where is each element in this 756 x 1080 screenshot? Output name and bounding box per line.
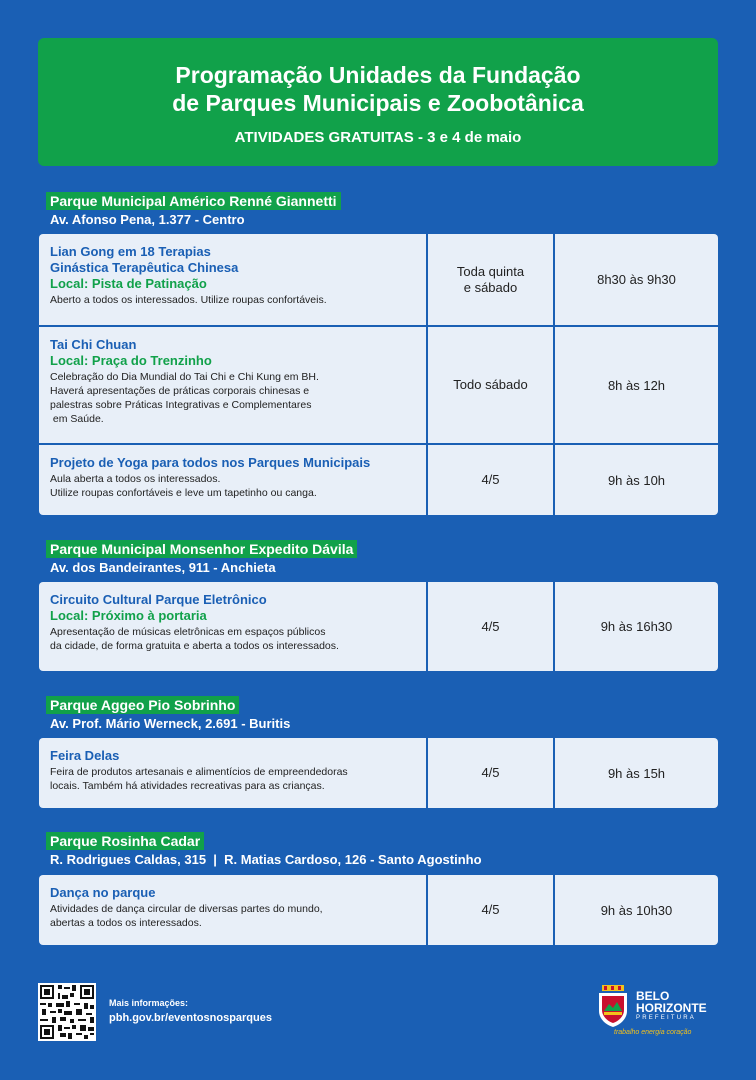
park-name: Parque Aggeo Pio Sobrinho bbox=[46, 696, 239, 714]
activity-table bbox=[39, 875, 718, 945]
activity-description: Apresentação de músicas eletrônicas em espaços públicos bbox=[50, 626, 326, 638]
activity-day: e sábado bbox=[463, 279, 518, 295]
header-subtitle: ATIVIDADES GRATUITAS - 3 e 4 de maio bbox=[234, 129, 522, 146]
activity-day-cell bbox=[428, 582, 555, 671]
activity-description: palestras sobre Práticas Integrativas e Complementares bbox=[50, 399, 312, 411]
park-name: Parque Rosinha Cadar bbox=[46, 832, 204, 850]
activity-time: 9h às 10h bbox=[607, 472, 666, 488]
activity-time: 8h às 12h bbox=[607, 377, 666, 393]
park-address: Av. dos Bandeirantes, 911 - Anchieta bbox=[50, 560, 276, 575]
table-row bbox=[39, 582, 718, 671]
table-row bbox=[39, 738, 718, 808]
activity-table bbox=[39, 582, 718, 671]
activity-title: Projeto de Yoga para todos nos Parques Municipais bbox=[50, 455, 371, 470]
activity-description-cell bbox=[39, 445, 428, 515]
activity-title: Tai Chi Chuan bbox=[50, 337, 137, 352]
logo-text-belo: BELO bbox=[636, 989, 670, 1003]
activity-day-cell bbox=[428, 875, 555, 945]
city-crest-icon bbox=[596, 985, 630, 1027]
activity-day: Todo sábado bbox=[453, 377, 528, 392]
header-banner bbox=[38, 38, 718, 166]
table-row bbox=[39, 234, 718, 325]
activity-time: 9h às 16h30 bbox=[600, 619, 673, 634]
header-title-line1: Programação Unidades da Fundação bbox=[175, 62, 581, 88]
activity-description: Haverá apresentações de práticas corporais chinesas e bbox=[50, 385, 310, 397]
activity-description-cell bbox=[39, 738, 428, 808]
activity-location: Local: Próximo à portaria bbox=[50, 608, 207, 623]
activity-description: abertas a todos os interessados. bbox=[50, 917, 202, 929]
activity-title: Ginástica Terapêutica Chinesa bbox=[50, 260, 239, 275]
activity-title: Lian Gong em 18 Terapias bbox=[50, 244, 211, 259]
prefeitura-logo bbox=[596, 985, 718, 1041]
park-address: R. Rodrigues Caldas, 315 | R. Matias Cardoso, 126 - Santo Agostinho bbox=[50, 852, 482, 867]
activity-location: Local: Praça do Trenzinho bbox=[50, 353, 212, 368]
logo-text-horizonte: HORIZONTE bbox=[636, 1001, 707, 1015]
activity-day-cell bbox=[428, 234, 555, 325]
more-info-link[interactable]: pbh.gov.br/eventosnosparques bbox=[109, 1012, 272, 1024]
activity-title: Dança no parque bbox=[50, 885, 156, 900]
park-address: Av. Prof. Mário Werneck, 2.691 - Buritis bbox=[50, 716, 291, 731]
activity-description-cell bbox=[39, 875, 428, 945]
activity-description-cell bbox=[39, 327, 428, 443]
activity-time: 9h às 15h bbox=[607, 765, 666, 781]
park-name: Parque Municipal Américo Renné Giannetti bbox=[46, 192, 341, 210]
activity-day-cell bbox=[428, 327, 555, 443]
activity-table bbox=[39, 738, 718, 808]
table-row bbox=[39, 443, 718, 515]
activity-title: Feira Delas bbox=[50, 748, 120, 763]
activity-title: Circuito Cultural Parque Eletrônico bbox=[50, 592, 267, 607]
activity-description-cell bbox=[39, 234, 428, 325]
activity-day: 4/5 bbox=[481, 765, 500, 780]
activity-table bbox=[39, 234, 718, 515]
activity-description: Utilize roupas confortáveis e leve um tapetinho ou canga. bbox=[50, 487, 317, 499]
activity-description: Atividades de dança circular de diversas partes do mundo, bbox=[50, 903, 323, 915]
table-row bbox=[39, 325, 718, 443]
activity-time: 8h30 às 9h30 bbox=[597, 272, 676, 287]
logo-tagline: trabalho energia coração bbox=[614, 1029, 692, 1036]
activity-description: em Saúde. bbox=[50, 413, 104, 425]
park-name: Parque Municipal Monsenhor Expedito Dávila bbox=[46, 540, 357, 558]
activity-description: da cidade, de forma gratuita e aberta a todos os interessados. bbox=[50, 640, 339, 652]
logo-text-prefeitura: PREFEITURA bbox=[636, 1015, 697, 1021]
activity-time: 9h às 10h30 bbox=[600, 902, 673, 918]
activity-day: 4/5 bbox=[481, 902, 500, 917]
activity-description-cell bbox=[39, 582, 428, 671]
header-title-line2: de Parques Municipais e Zoobotânica bbox=[172, 90, 584, 116]
activity-day: 4/5 bbox=[481, 472, 500, 487]
activity-description: locais. Também há atividades recreativas para as crianças. bbox=[50, 780, 325, 792]
table-row bbox=[39, 875, 718, 945]
activity-day: Toda quinta bbox=[456, 263, 525, 279]
activity-description: Aula aberta a todos os interessados. bbox=[50, 473, 221, 485]
activity-description: Celebração do Dia Mundial do Tai Chi e Chi Kung em BH. bbox=[50, 371, 319, 383]
activity-day-cell bbox=[428, 445, 555, 515]
activity-description: Aberto a todos os interessados. Utilize roupas confortáveis. bbox=[50, 294, 327, 306]
activity-description: Feira de produtos artesanais e alimentícios de empreendedoras bbox=[50, 766, 348, 778]
park-address: Av. Afonso Pena, 1.377 - Centro bbox=[50, 212, 245, 227]
activity-day: 4/5 bbox=[481, 618, 500, 634]
more-info-label: Mais informações: bbox=[109, 998, 189, 1008]
activity-day-cell bbox=[428, 738, 555, 808]
qr-code-icon[interactable] bbox=[38, 983, 96, 1041]
activity-location: Local: Pista de Patinação bbox=[50, 276, 207, 291]
